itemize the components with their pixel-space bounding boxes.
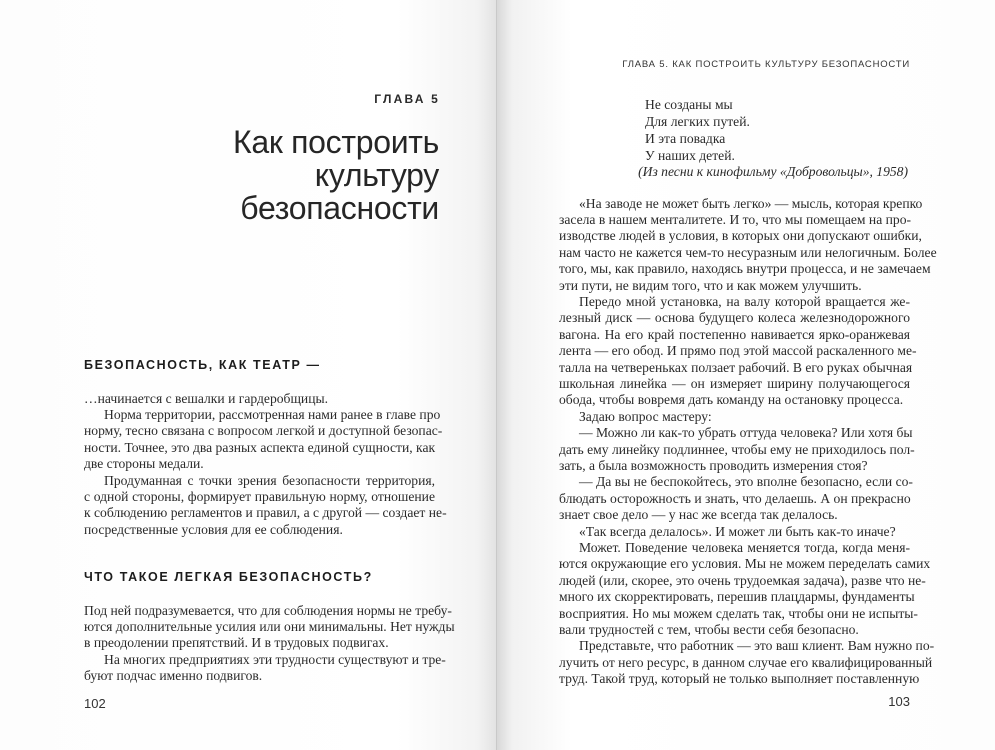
text-line: ются дополнительные усилия или они минимальны. Нет нужды — [84, 618, 455, 634]
text-line: «Так всегда делалось». И может ли быть как-то иначе? — [579, 523, 896, 539]
text-line: Продуманная с точки зрения безопасности территория, — [104, 472, 435, 488]
text-line: зать, а была возможность проводить измерения стоя? — [559, 457, 868, 473]
text-line: — Да вы не беспокойтесь, это вполне безопасно, если со- — [579, 474, 913, 490]
text-line: труд. Такой труд, который не только выполняет поставленную — [559, 671, 920, 687]
text-line: блюдать осторожность и знать, что делаешь. А он прекрасно — [559, 490, 911, 506]
text-line: обода, чтобы вовремя дать команду на остановку процесса. — [559, 392, 904, 408]
epigraph-line: Для легких путей. — [645, 114, 750, 129]
text-line: эти пути, не видим того, что и как можем улучшить. — [559, 277, 862, 293]
text-line: Представьте, что работник — это ваш клиент. Вам нужно по- — [579, 638, 935, 654]
text-line: восприятия. Но мы можем сделать так, чтобы они не испыты- — [559, 605, 918, 621]
text-line: Под ней подразумевается, что для соблюдения нормы не требу- — [84, 602, 452, 618]
text-line: ются окружающие его условия. Мы не можем переделать самих — [559, 556, 931, 572]
running-header: ГЛАВА 5. КАК ПОСТРОИТЬ КУЛЬТУРУ БЕЗОПАСНОСТИ — [622, 59, 910, 70]
text-line: две стороны медали. — [84, 456, 204, 472]
chapter-title-line: Как построить — [232, 124, 439, 160]
text-line: посредственные условия для ее соблюдения. — [84, 521, 343, 537]
text-line: дать ему линейку подлиннее, чтобы ему не приходилось пол- — [559, 441, 915, 457]
text-line: с одной стороны, формирует правильную норму, отношение — [84, 488, 435, 504]
text-line: — Можно ли как-то убрать оттуда человека? Или хотя бы — [579, 425, 913, 441]
left-page — [0, 0, 497, 750]
text-line: Может. Поведение человека меняется тогда, когда меня- — [579, 539, 910, 555]
text-line: …начинается с вешалки и гардеробщицы. — [84, 390, 328, 406]
text-line: вагона. На его край постепенно навивается ярко-оранжевая — [559, 326, 910, 342]
epigraph-attribution: (Из песни к кинофильму «Добровольцы», 1958) — [638, 164, 908, 179]
text-line: школьная линейка — он измеряет ширину получающегося — [559, 375, 910, 391]
text-line: Норма территории, рассмотренная нами ранее в главе про — [104, 406, 441, 422]
chapter-label: ГЛАВА 5 — [374, 92, 440, 106]
text-line: ности. Точнее, это два разных аспекта единой сущности, как — [84, 439, 436, 455]
text-line: буют подчас именно подвигов. — [84, 668, 263, 684]
text-line: много их скорректировать, перешив плацдармы, фундаменты — [559, 589, 915, 605]
epigraph-line: У наших детей. — [645, 148, 735, 163]
epigraph-line: Не созданы мы — [645, 97, 733, 112]
text-line: лента — его обод. И прямо под этой массой раскаленного ме- — [559, 343, 917, 359]
text-line: людей (или, скорее, это очень трудоемкая задача), разве что не- — [559, 572, 926, 588]
text-line: «На заводе не может быть легко» — мысль, которая крепко — [579, 195, 923, 211]
text-line: лезный диск — основа будущего колеса железнодорожного — [559, 310, 910, 326]
text-line: Задаю вопрос мастеру: — [579, 408, 712, 424]
page-number: 102 — [84, 696, 106, 711]
chapter-title-line: безопасности — [240, 190, 439, 226]
epigraph-line: И эта повадка — [645, 131, 726, 146]
text-line: На многих предприятиях эти трудности существуют и тре- — [104, 651, 446, 667]
text-line: к соблюдению регламентов и правил, а с другой — создает не- — [84, 505, 447, 521]
text-line: Передо мной установка, на валу которой вращается же- — [579, 293, 910, 309]
chapter-title — [233, 126, 439, 225]
text-line: знает свое дело — у нас же всегда так делалось. — [559, 507, 838, 523]
chapter-title-line: культуру — [314, 157, 439, 193]
text-line: талла на четвереньках ползает рабочий. В его руках обычная — [559, 359, 913, 375]
text-line: вали трудностей с тем, чтобы вести себя безопасно. — [559, 621, 859, 637]
section-heading: ЧТО ТАКОЕ ЛЕГКАЯ БЕЗОПАСНОСТЬ? — [84, 570, 373, 584]
text-line: в преодолении препятствий. И в трудовых подвигах. — [84, 635, 389, 651]
text-line: изводстве людей в условия, в которых они допускают ошибки, — [559, 228, 922, 244]
text-line: нам часто не кажется чем-то несуразным или нелогичным. Более — [559, 244, 937, 260]
text-line: лучить от него ресурс, в данном случае его квалифицированный — [559, 654, 933, 670]
right-page — [497, 0, 995, 750]
text-line: засела в нашем менталитете. И то, что мы помещаем на про- — [559, 211, 912, 227]
section-heading: БЕЗОПАСНОСТЬ, КАК ТЕАТР — — [84, 358, 321, 372]
text-line: норму, тесно связана с вопросом легкой и доступной безопас- — [84, 423, 443, 439]
text-line: того, мы, как правило, находясь внутри процесса, и не замечаем — [559, 261, 931, 277]
page-number: 103 — [888, 694, 910, 709]
